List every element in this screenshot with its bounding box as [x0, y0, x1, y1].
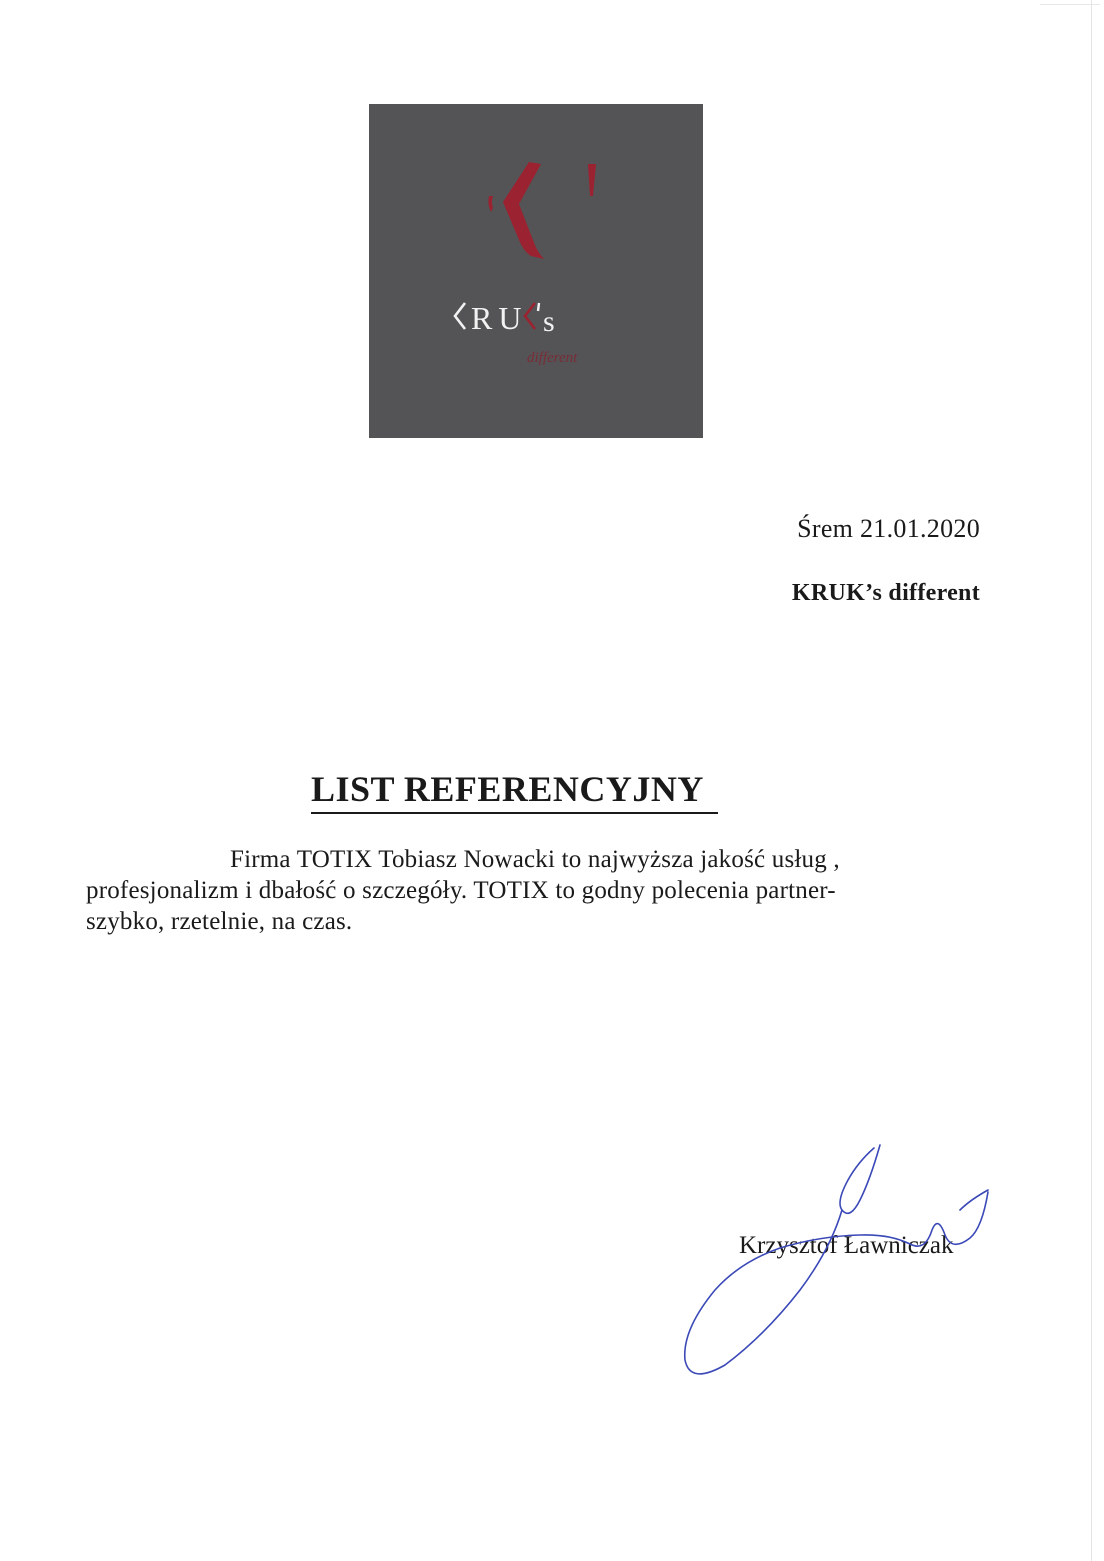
paragraph-line: Firma TOTIX Tobiasz Nowacki to najwyższa jakość usług , [230, 846, 840, 873]
logo-apostrophe-icon [588, 164, 596, 196]
kruk-logo-mark [369, 104, 703, 438]
signatory-name: Krzysztof Ławniczak [739, 1232, 954, 1259]
date-line: Śrem 21.01.2020 [797, 514, 980, 543]
logo-chevron-icon [488, 162, 544, 259]
handwritten-signature [670, 1140, 1000, 1380]
paragraph-line: profesjonalizm i dbałość o szczegóły. TOTIX to godny polecenia partner- [86, 877, 836, 904]
logo-tagline: different [527, 350, 578, 366]
company-logo [369, 104, 703, 438]
company-name: KRUK’s different [791, 580, 980, 606]
paragraph-line: szybko, rzetelnie, na czas. [86, 908, 353, 935]
scan-edge [1040, 4, 1100, 5]
svg-text:RU: RU [471, 300, 528, 336]
document-title: LIST REFERENCYJNY [311, 768, 718, 814]
reference-paragraph [86, 844, 966, 937]
logo-wordmark [455, 300, 561, 338]
svg-text:s: s [543, 305, 561, 338]
scan-edge [1091, 0, 1092, 1561]
